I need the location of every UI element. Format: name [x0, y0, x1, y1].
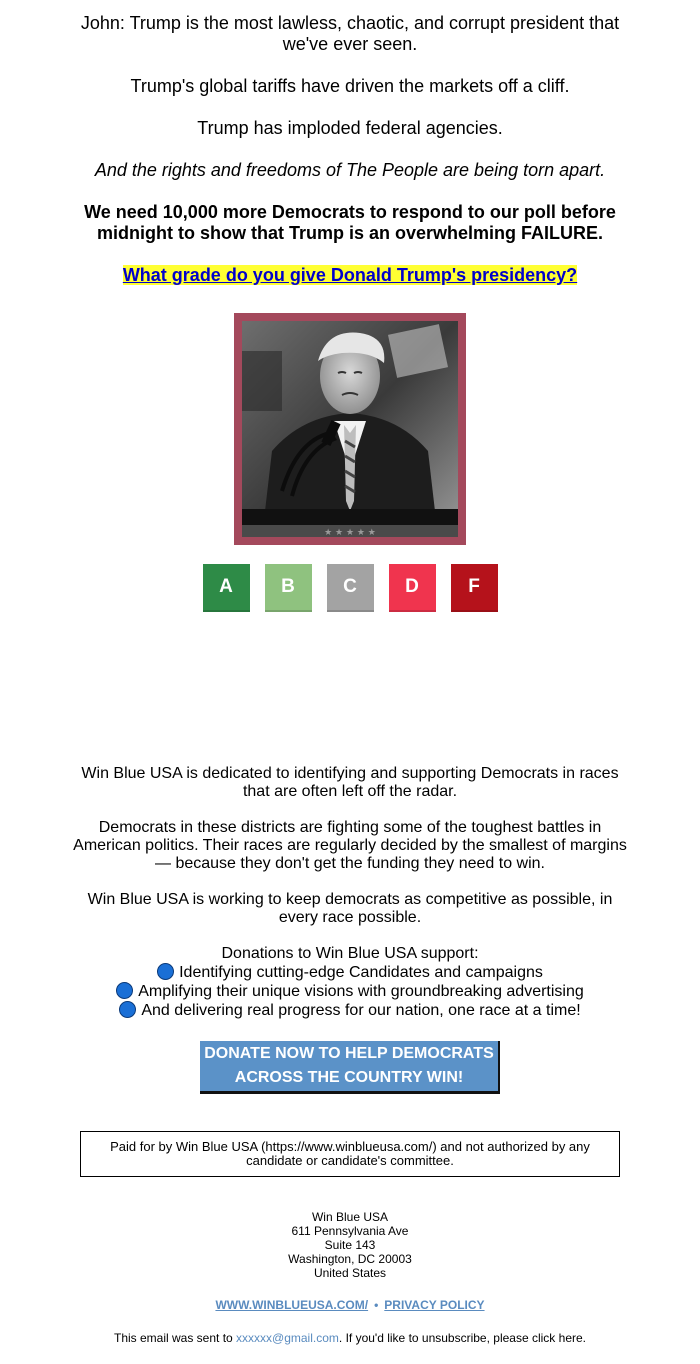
- donations-heading: Donations to Win Blue USA support:: [221, 945, 479, 962]
- grade-b-button[interactable]: B: [265, 564, 312, 612]
- trump-photo[interactable]: [234, 313, 466, 545]
- unsubscribe-suffix[interactable]: . If you'd like to unsubscribe, please click here.: [338, 1331, 586, 1345]
- donate-line-1: DONATE NOW TO HELP DEMOCRATS: [204, 1045, 494, 1062]
- photo-image: [242, 321, 458, 537]
- address-line-5: United States: [313, 1266, 387, 1280]
- org-paragraph-1: Win Blue USA is dedicated to identifying and supporting Democrats in races that are often left off the radar.: [81, 765, 619, 800]
- org-paragraph-2: Democrats in these districts are fighting some of the toughest battles in American politics. Their races are regularly decided by the smallest of margins — because they don't get the funding they need to win.: [73, 819, 627, 872]
- intro-paragraph-3: Trump has imploded federal agencies.: [197, 118, 503, 138]
- org-paragraph-3: Win Blue USA is working to keep democrats as competitive as possible, in every race possible.: [87, 891, 613, 926]
- footer-links: [0, 1298, 700, 1312]
- grade-c-button[interactable]: C: [327, 564, 374, 612]
- blue-circle-icon: [116, 982, 133, 999]
- address-line-1: Win Blue USA: [311, 1210, 389, 1224]
- email-body: [70, 0, 630, 1094]
- intro-paragraph-1: John: Trump is the most lawless, chaotic, and corrupt president that we've ever seen.: [80, 13, 620, 54]
- intro-paragraph-2: Trump's global tariffs have driven the markets off a cliff.: [130, 76, 570, 96]
- grade-d-button[interactable]: D: [389, 564, 436, 612]
- blue-circle-icon: [157, 963, 174, 980]
- address-line-3: Suite 143: [324, 1238, 376, 1252]
- paid-for-disclaimer: Paid for by Win Blue USA (https://www.winblueusa.com/) and not authorized by any candidate or candidate's committee.: [80, 1131, 620, 1177]
- privacy-policy-link[interactable]: PRIVACY POLICY: [384, 1298, 485, 1312]
- poll-question-link[interactable]: What grade do you give Donald Trump's presidency?: [122, 265, 578, 285]
- mailing-address: [0, 1210, 700, 1280]
- poll-link-row: [70, 265, 630, 286]
- recipient-email-link[interactable]: xxxxxx@gmail.com: [236, 1331, 339, 1345]
- bullet-item-1: Identifying cutting-edge Candidates and campaigns: [70, 963, 630, 982]
- svg-text:★ ★ ★ ★ ★: ★ ★ ★ ★ ★: [324, 528, 376, 537]
- donate-button[interactable]: [200, 1041, 500, 1094]
- unsubscribe-notice: [0, 1331, 700, 1345]
- bullet-item-2: Amplifying their unique visions with groundbreaking advertising: [70, 982, 630, 1001]
- address-line-2: 611 Pennsylvania Ave: [291, 1224, 409, 1238]
- website-link[interactable]: WWW.WINBLUEUSA.COM/: [215, 1298, 369, 1312]
- intro-paragraph-5: We need 10,000 more Democrats to respond to our poll before midnight to show that Trump is an overwhelming FAILURE.: [84, 202, 616, 243]
- blue-circle-icon: [119, 1001, 136, 1018]
- intro-paragraph-4: And the rights and freedoms of The People are being torn apart.: [94, 160, 606, 180]
- grade-buttons: [70, 564, 630, 612]
- donate-line-2: ACROSS THE COUNTRY WIN!: [234, 1069, 464, 1086]
- unsubscribe-prefix: This email was sent to: [113, 1331, 237, 1345]
- grade-f-button[interactable]: F: [451, 564, 498, 612]
- address-line-4: Washington, DC 20003: [288, 1252, 412, 1266]
- bullet-item-3: And delivering real progress for our nation, one race at a time!: [70, 1001, 630, 1020]
- org-info: [70, 765, 630, 1020]
- president-portrait-icon: [242, 321, 458, 537]
- grade-a-button[interactable]: A: [203, 564, 250, 612]
- footer-separator: •: [374, 1298, 379, 1312]
